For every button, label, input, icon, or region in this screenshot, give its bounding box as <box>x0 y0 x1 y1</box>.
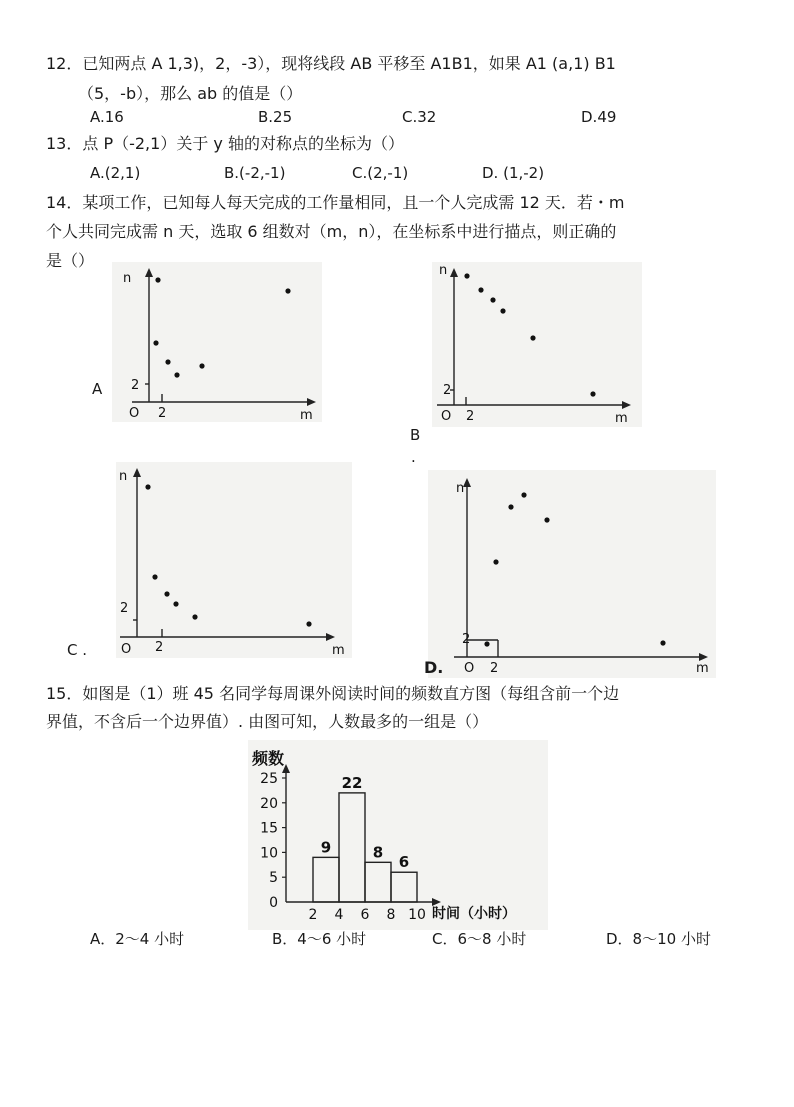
graph-a-point <box>155 277 160 282</box>
graph-d-point <box>493 559 498 564</box>
histogram-y-tick-label: 15 <box>260 820 278 837</box>
graph-c-point <box>152 574 157 579</box>
q12-option-d: D.49 <box>581 108 617 126</box>
graph-a-point <box>285 288 290 293</box>
graph-b-point <box>500 308 505 313</box>
histogram-bar-label: 22 <box>341 773 363 792</box>
graph-a-point <box>199 363 204 368</box>
q14-stem-line3: 是（） <box>46 251 95 270</box>
histogram-x-tick-label: 6 <box>360 907 370 923</box>
graph-a-point <box>165 359 170 364</box>
q15-option-c: C．6～8 小时 <box>432 930 527 948</box>
graph-b-background <box>432 262 642 427</box>
graph-d <box>428 470 716 678</box>
graph-b-n-label: n <box>439 263 448 278</box>
histogram-y-tick-label: 10 <box>260 845 278 862</box>
q15-option-b: B．4～6 小时 <box>272 930 367 948</box>
q13-option-a: A.(2,1) <box>90 164 141 182</box>
graph-b-point <box>490 297 495 302</box>
histogram-y-tick-label: 5 <box>269 870 278 887</box>
histogram-bar-label: 9 <box>320 838 332 857</box>
histogram-x-tick-label: 8 <box>386 907 396 923</box>
graph-b-x-tick-label: 2 <box>466 409 475 424</box>
graph-c-m-label: m <box>332 643 345 658</box>
q13-option-b: B.(-2,-1) <box>224 164 286 182</box>
graph-c-origin: O <box>121 642 132 657</box>
graph-a-y-tick-label: 2 <box>131 378 140 393</box>
q14-stem-line1: 14．某项工作，已知每人每天完成的工作量相同，且一个人完成需 12 天．若・m <box>46 193 625 212</box>
graph-b-point <box>530 335 535 340</box>
histogram-bar-label: 8 <box>372 843 384 862</box>
graph-c-point <box>145 484 150 489</box>
graph-c-n-label: n <box>119 469 128 484</box>
q12-stem-line1: 12．已知两点 A 1,3)，2，-3），现将线段 AB 平移至 A1B1，如果 A1 (a,1) B1 <box>46 54 616 73</box>
graph-d-background <box>428 470 716 678</box>
q13-option-d: D. (1,-2) <box>482 164 545 182</box>
histogram-chart <box>248 740 548 930</box>
graph-d-point <box>508 504 513 509</box>
q12-option-b: B.25 <box>258 108 293 126</box>
graph-a-label: A <box>92 380 103 398</box>
graph-c-background <box>116 462 352 658</box>
graph-a-m-label: m <box>300 408 313 422</box>
q15-stem-line1: 15．如图是（1）班 45 名同学每周课外阅读时间的频数直方图（每组含前一个边 <box>46 684 620 703</box>
graph-a-point <box>153 340 158 345</box>
graph-c-point <box>173 601 178 606</box>
graph-d-n-label: n <box>456 481 465 496</box>
graph-d-point <box>544 517 549 522</box>
histogram-x-tick-label: 4 <box>334 907 344 923</box>
graph-a-point <box>174 372 179 377</box>
graph-a <box>112 262 322 422</box>
graph-c-point <box>192 614 197 619</box>
q12-stem-line2: （5，-b），那么 ab 的值是（） <box>78 84 303 103</box>
graph-b-origin: O <box>441 409 452 424</box>
q13-option-c: C.(2,-1) <box>352 164 409 182</box>
graph-d-point <box>484 641 489 646</box>
graph-b-label: B <box>410 426 421 444</box>
graph-a-x-tick-label: 2 <box>158 406 167 421</box>
histogram-y-tick-label: 25 <box>260 771 278 787</box>
graph-d-point <box>660 640 665 645</box>
graph-c <box>96 462 352 662</box>
graph-c-point <box>164 591 169 596</box>
graph-a-background <box>112 262 322 422</box>
graph-d-y-tick-label: 2 <box>462 632 471 647</box>
graph-c-label: C . <box>67 641 88 659</box>
q12-option-c: C.32 <box>402 108 437 126</box>
q12-option-a: A.16 <box>90 108 124 126</box>
graph-b-point <box>478 287 483 292</box>
q14-stem-line2: 个人共同完成需 n 天，选取 6 组数对（m，n），在坐标系中进行描点，则正确的 <box>46 222 617 241</box>
graph-b-point <box>464 273 469 278</box>
q13-stem: 13．点 P（-2,1）关于 y 轴的对称点的坐标为（） <box>46 134 404 153</box>
histogram-x-tick-label: 10 <box>408 907 426 923</box>
graph-d-origin: O <box>464 661 475 676</box>
histogram-x-tick-label: 2 <box>308 907 318 923</box>
graph-b-y-tick-label: 2 <box>443 383 452 398</box>
q15-option-a: A．2～4 小时 <box>90 930 185 948</box>
graph-b-m-label: m <box>615 411 628 426</box>
histogram-y-tick-label: 0 <box>269 895 278 911</box>
graph-d-x-tick-label: 2 <box>490 661 499 676</box>
graph-a-n-label: n <box>123 271 132 286</box>
graph-d-label: D. <box>424 658 444 677</box>
graph-d-m-label: m <box>696 661 709 676</box>
histogram-y-tick-label: 20 <box>260 795 278 812</box>
graph-b-point <box>590 391 595 396</box>
q15-option-d: D．8～10 小时 <box>606 930 711 948</box>
graph-c-point <box>306 621 311 626</box>
graph-c-x-tick-label: 2 <box>155 640 164 655</box>
graph-d-point <box>521 492 526 497</box>
histogram-x-label: 时间（小时） <box>432 906 516 922</box>
histogram-y-label: 频数 <box>252 749 285 768</box>
graph-b-extra-mark: . <box>411 448 416 466</box>
graph-c-y-tick-label: 2 <box>120 601 129 616</box>
graph-b <box>432 262 642 427</box>
histogram-bar-label: 6 <box>398 853 410 872</box>
q15-stem-line2: 界值，不含后一个边界值）. 由图可知，人数最多的一组是（） <box>46 712 489 731</box>
graph-a-origin: O <box>129 406 140 421</box>
